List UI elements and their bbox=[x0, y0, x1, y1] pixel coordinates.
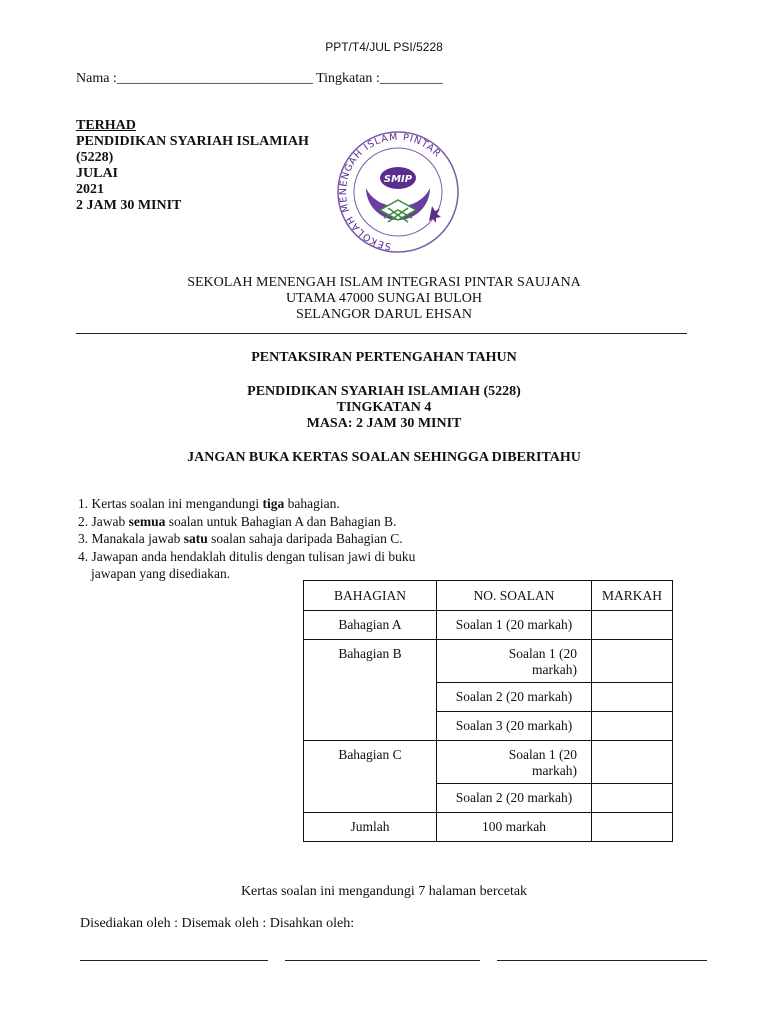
school-line-2: UTAMA 47000 SUNGAI BULOH bbox=[285, 291, 483, 306]
school-line-1: SEKOLAH MENENGAH ISLAM INTEGRASI PINTAR SAUJANA bbox=[187, 275, 581, 290]
tingkatan-label: Tingkatan : bbox=[316, 71, 380, 86]
nama-blank[interactable]: ____________________________ bbox=[116, 71, 313, 86]
table-row bbox=[304, 611, 673, 640]
tingkatan-blank[interactable]: _________ bbox=[379, 71, 443, 86]
instruction-item: 2. Jawab semua soalan untuk Bahagian A dan Bahagian B. bbox=[78, 513, 397, 529]
mark-cell[interactable] bbox=[592, 640, 673, 683]
table-row bbox=[304, 813, 673, 842]
instruction-item: 4. Jawapan anda hendaklah ditulis dengan tulisan jawi di buku bbox=[78, 548, 416, 564]
mark-cell[interactable] bbox=[592, 683, 673, 712]
mark-cell[interactable] bbox=[592, 712, 673, 741]
instruction-item-continued: jawapan yang disediakan. bbox=[91, 566, 231, 581]
total-label: Jumlah bbox=[304, 813, 437, 842]
meta-code: (5228) bbox=[76, 150, 114, 165]
signature-line-approved[interactable] bbox=[497, 960, 707, 961]
warning-text: JANGAN BUKA KERTAS SOALAN SEHINGGA DIBERITAHU bbox=[187, 450, 581, 465]
school-address bbox=[0, 275, 768, 323]
meta-subject: PENDIDIKAN SYARIAH ISLAMIAH bbox=[76, 134, 309, 149]
mark-cell[interactable] bbox=[592, 741, 673, 784]
mark-cell[interactable] bbox=[592, 813, 673, 842]
nama-label: Nama : bbox=[76, 71, 117, 86]
prepared-by-line: Disediakan oleh : Disemak oleh : Disahkan oleh: bbox=[80, 916, 355, 931]
divider-rule bbox=[76, 333, 687, 334]
section-a-label: Bahagian A bbox=[304, 611, 437, 640]
section-a-q1: Soalan 1 (20 markah) bbox=[437, 611, 592, 640]
table-row bbox=[304, 640, 673, 683]
paper-meta bbox=[76, 118, 309, 214]
signature-line-checked[interactable] bbox=[285, 960, 480, 961]
instruction-item: 3. Manakala jawab satu soalan sahaja daripada Bahagian C. bbox=[78, 531, 403, 546]
section-b-q1: Soalan 1 (20 markah) bbox=[437, 640, 592, 683]
section-c-q2: Soalan 2 (20 markah) bbox=[437, 784, 592, 813]
instruction-item: 1. Kertas soalan ini mengandungi tiga bahagian. bbox=[78, 496, 340, 511]
header-no-soalan: NO. SOALAN bbox=[437, 581, 592, 611]
total-value: 100 markah bbox=[437, 813, 592, 842]
section-c-label: Bahagian C bbox=[304, 741, 437, 813]
school-line-3: SELANGOR DARUL EHSAN bbox=[295, 307, 473, 322]
classification-label: TERHAD bbox=[76, 118, 136, 133]
assessment-title: PENTAKSIRAN PERTENGAHAN TAHUN bbox=[251, 350, 517, 365]
subject-block bbox=[0, 384, 768, 432]
mark-cell[interactable] bbox=[592, 784, 673, 813]
section-b-q3: Soalan 3 (20 markah) bbox=[437, 712, 592, 741]
signature-line-prepared[interactable] bbox=[80, 960, 268, 961]
header-code: PPT/T4/JUL PSI/5228 bbox=[325, 40, 443, 54]
table-header-row bbox=[304, 581, 673, 611]
table-row bbox=[304, 741, 673, 784]
header-bahagian: BAHAGIAN bbox=[304, 581, 437, 611]
subject-title: PENDIDIKAN SYARIAH ISLAMIAH (5228) bbox=[247, 384, 521, 399]
subject-time: MASA: 2 JAM 30 MINIT bbox=[306, 416, 462, 431]
meta-month: JULAI bbox=[76, 166, 119, 181]
section-b-q2: Soalan 2 (20 markah) bbox=[437, 683, 592, 712]
subject-form: TINGKATAN 4 bbox=[336, 400, 432, 415]
instructions-list bbox=[78, 495, 415, 583]
marks-table bbox=[303, 580, 673, 842]
meta-year: 2021 bbox=[76, 182, 104, 197]
meta-duration: 2 JAM 30 MINIT bbox=[76, 198, 182, 213]
pages-note: Kertas soalan ini mengandungi 7 halaman bercetak bbox=[240, 884, 528, 899]
name-line bbox=[76, 71, 443, 87]
logo-badge-text: SMIP bbox=[383, 174, 413, 185]
section-b-label: Bahagian B bbox=[304, 640, 437, 741]
header-markah: MARKAH bbox=[592, 581, 673, 611]
mark-cell[interactable] bbox=[592, 611, 673, 640]
school-logo-icon bbox=[332, 128, 464, 256]
section-c-q1: Soalan 1 (20 markah) bbox=[437, 741, 592, 784]
logo-ring-text: SEKOLAH MENENGAH ISLAM PINTAR bbox=[337, 131, 444, 252]
